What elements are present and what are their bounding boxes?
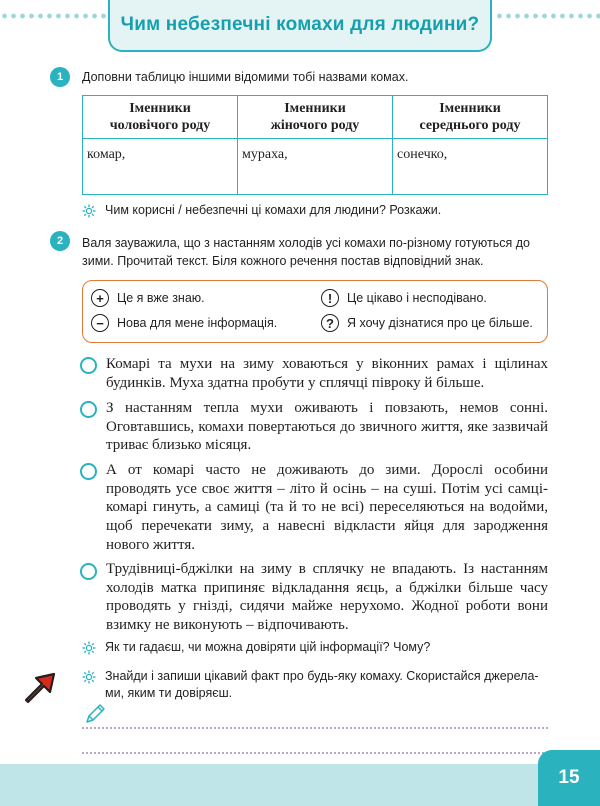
symbol-legend xyxy=(82,280,548,343)
mark-circle-3[interactable] xyxy=(80,463,97,480)
table-cell-neuter[interactable]: сонечко, xyxy=(393,139,548,195)
mark-circle-2[interactable] xyxy=(80,401,97,418)
sun-icon xyxy=(82,204,96,218)
task1-question: Чим корисні / небезпечні ці комахи для людини? Розкажи. xyxy=(105,203,442,217)
table-header-masculine: Іменники чоловічого роду xyxy=(83,96,238,139)
question-icon: ? xyxy=(321,314,339,332)
pencil-icon xyxy=(84,703,106,725)
table-header-neuter: Іменники середнього роду xyxy=(393,96,548,139)
decor-dots-right xyxy=(495,12,600,20)
answer-line-2[interactable] xyxy=(82,752,548,754)
paragraph-2: З настанням тепла мухи оживають і повзають, немов сонні. Оговтавшись, комахи повертаються до звичного життя, яке зазвичай триває близько місяця. xyxy=(106,400,548,454)
mark-circle-1[interactable] xyxy=(80,357,97,374)
table-header-feminine: Іменники жіночого роду xyxy=(238,96,393,139)
red-arrow-icon xyxy=(22,670,58,706)
legend-item-interesting: ! Це цікаво і несподівано. xyxy=(321,289,487,307)
page-title: Чим небезпечні комахи для людини? xyxy=(120,14,480,35)
paragraph-1: Комарі та мухи на зиму ховаються у віконних рамах і щілинах будинків. Муха здатна пробути у сплячці півроку й більше. xyxy=(106,356,548,391)
task2-instruction: Валя зауважила, що з настанням холодів усі комахи по-різному готуються до зими. Прочитай текст. Біля кожного речення постав відповідний знак. xyxy=(82,236,530,268)
footer-band xyxy=(0,764,600,806)
task1-instruction: Доповни таблицю іншими відомими тобі назвами комах. xyxy=(82,70,409,84)
page-number: 15 xyxy=(538,750,600,806)
mark-circle-4[interactable] xyxy=(80,563,97,580)
legend-item-new: − Нова для мене інформація. xyxy=(91,314,277,332)
paragraph-3: А от комарі часто не доживають до зими. Дорослі особини проводять усе своє життя – літо й осінь – на суші. Потім усі самці-комарі гинуть, а самиці (та й то не всі) переселяються на водойми, щоб перечекати зиму, а навесні відкласти яйця для зародження нового життя. xyxy=(106,462,548,553)
task-number-2: 2 xyxy=(50,231,70,251)
task2-question-find-fact: Знайди і запиши цікавий факт про будь-яку комаху. Скористайся джерела- ми, яким ти довіряєш. xyxy=(105,669,539,700)
legend-item-known: + Це я вже знаю. xyxy=(91,289,205,307)
paragraph-4: Трудівниці-бджілки на зиму в сплячку не впадають. Із настанням холодів матка припиняє відкладання яєць, а бджілки більше часу проводять у гнізді, сидячи майже нерухомо. Жодної роботи вони взимку не виконують – відпочивають. xyxy=(106,561,548,634)
table-cell-masculine[interactable]: комар, xyxy=(83,139,238,195)
exclamation-icon: ! xyxy=(321,289,339,307)
table-cell-feminine[interactable]: мураха, xyxy=(238,139,393,195)
task2-question-trust: Як ти гадаєш, чи можна довіряти цій інформації? Чому? xyxy=(105,640,431,654)
plus-icon: + xyxy=(91,289,109,307)
header-banner xyxy=(108,0,492,52)
nouns-table xyxy=(82,95,548,195)
decor-dots-left xyxy=(0,12,110,20)
sun-icon xyxy=(82,670,96,684)
task-number-1: 1 xyxy=(50,67,70,87)
answer-line-1[interactable] xyxy=(82,727,548,729)
sun-icon xyxy=(82,641,96,655)
legend-item-want-more: ? Я хочу дізнатися про це більше. xyxy=(321,314,533,332)
minus-icon: − xyxy=(91,314,109,332)
